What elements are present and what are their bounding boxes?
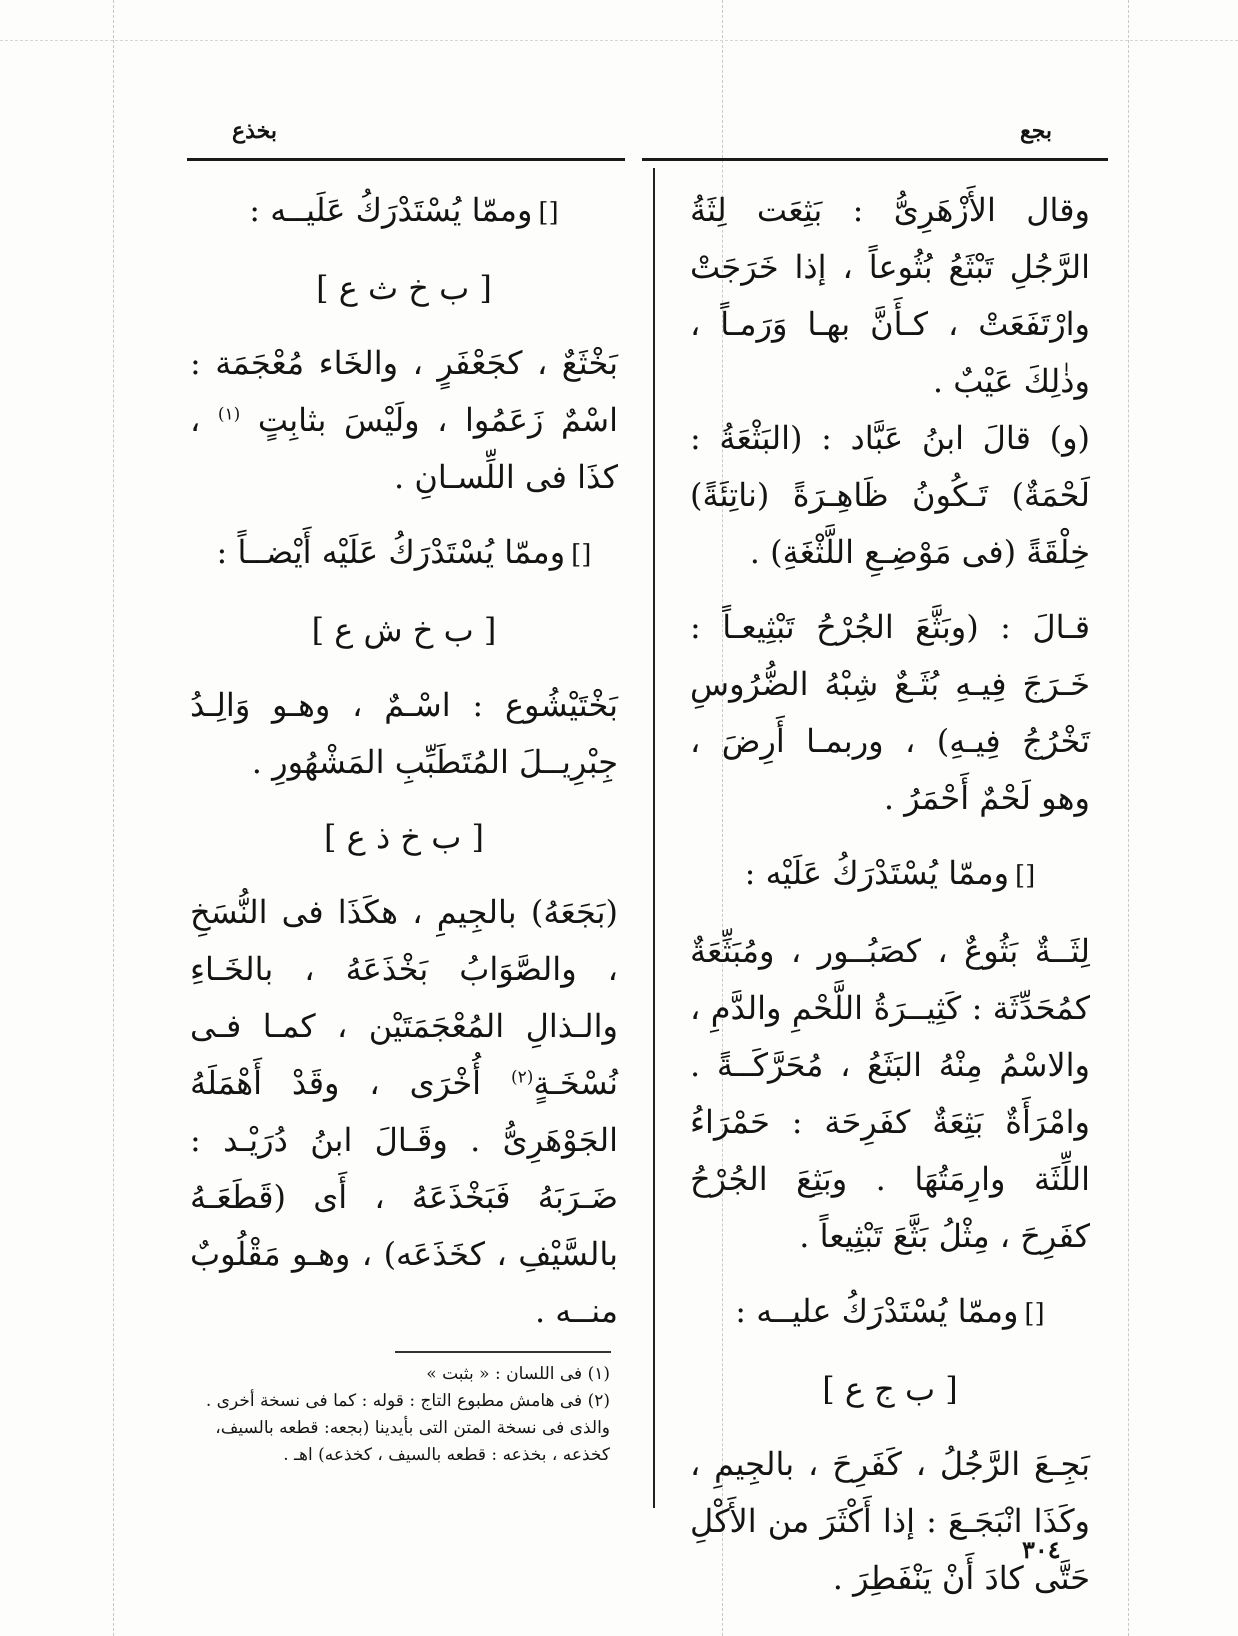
scan-margin-line <box>1128 0 1129 1636</box>
footnote-ref-2: (٢) <box>510 1067 534 1088</box>
paragraph-baththaa: قـالَ : (وبَثَّعَ الجُرْحُ تَبْثِيعـاً : خَـرَجَ فِيـهِ بُثَـعٌ شِبْهُ الضُّرُوسِ تَخْرُجُ فِيـهِ) ، وربمـا أَرِضَ ، وهو لَحْمٌ أَحْمَرُ . <box>690 608 1090 817</box>
page-number: ٣٠٤ <box>1022 1535 1061 1564</box>
paragraph-bakhthaa: بَخْثَعٌ ، كجَعْفَرٍ ، والخَاء مُعْجَمَة : اسْمٌ زَعَمُوا ، ولَيْسَ بثابِتٍ $^{(١)}$ ، كذَا فى اللِّسـانِ . <box>190 344 619 496</box>
column-divider <box>653 168 655 1508</box>
footnotes <box>200 1361 610 1469</box>
paragraph-bajia: بَجِـعَ الرَّجُلُ ، كَفَرِحَ ، بالجِيمِ ، وكَذَا انْبَجَـعَ : إذا أَكْثَرَ من الأَكْلِ حَتَّى كادَ أَنْ يَنْفَطِرَ . <box>690 1445 1090 1597</box>
header-rule-left <box>187 158 625 161</box>
entry-marker: [] <box>1024 1299 1045 1329</box>
left-column <box>190 182 618 1340</box>
footnote-rule <box>395 1351 611 1353</box>
running-head-right: بجع <box>1020 118 1053 144</box>
entry-marker: [] <box>538 198 559 228</box>
mustadrak-heading: []وممّا يُسْتَدْرَكُ عليــه : <box>690 1283 1090 1343</box>
scan-margin-line <box>113 0 114 1636</box>
root-heading-bkhthaa: [ ب خ ث ع ] <box>316 269 492 307</box>
paragraph-lithah: لِثَــةٌ بَثُوعٌ ، كصَبُــور ، ومُبَثِّعَةٌ كمُحَدِّثَة : كَثِيــرَةُ اللَّحْمِ والدَّمِ ، والاسْمُ مِنْهُ البَثَعُ ، مُحَرَّكَــةً . وامْرَأَةٌ بَثِعَةٌ كفَرِحَة : حَمْرَاءُ اللِّثَة وارِمَتُهَا . وبَثِعَ الجُرْحُ كفَرِحَ ، مِثْلُ بَثَّعَ تَبْثِيعاً . <box>690 932 1090 1255</box>
footnote-ref-1: (١) <box>217 404 241 425</box>
right-column <box>690 182 1090 1607</box>
scan-edge-line <box>0 40 1238 41</box>
entry-marker: [] <box>1015 861 1036 891</box>
root-heading-bkhshaa: [ ب خ ش ع ] <box>311 611 497 649</box>
mustadrak-heading: []وممّا يُسْتَدْرَكُ عَلَيــه : <box>190 182 618 242</box>
entry-marker: [] <box>571 540 592 570</box>
running-head-left: بخذع <box>232 118 277 144</box>
header-rule-right <box>642 158 1108 161</box>
paragraph-ibn-abbad: (و) قالَ ابنُ عَبَّاد : (البَثْعَةُ : لَحْمَةٌ) تَـكُونُ ظَاهِـرَةً (ناتِئَةً) خِلْقَةً (فى مَوْضِـعِ اللَّثْغَةِ) . <box>690 419 1090 571</box>
root-heading-bjaa: [ ب ج ع ] <box>822 1370 958 1408</box>
paragraph-azhari: وقال الأَزْهَرِىُّ : بَثِعَت لِثَةُ الرَّجُلِ تَبْثَعُ بُثُوعاً ، إذا خَرَجَتْ وارْتَفَعَتْ ، كـأَنَّ بهـا وَرَمـاً ، وذٰلِكَ عَيْبٌ . <box>690 191 1090 400</box>
root-heading-bkhdhaa: [ ب خ ذ ع ] <box>324 818 484 856</box>
paragraph-bakhdhaa: (بَجَعَهُ) بالجِيمِ ، هكَذَا فى النُّسَخِ ، والصَّوَابُ بَخْذَعَهُ ، بالخَـاءِ والـذالِ المُعْجَمَتَيْن ، كمـا فـى نُسْخَـةٍ$^{(٢)}$ أُخْرَى ، وقَدْ أَهْمَلَهُ الجَوْهَرِىُّ . وقَـالَ ابنُ دُرَيْـد : ضَـرَبَهُ فَبَخْذَعَهُ ، أَى (قَطَعَـهُ بالسَّيْفِ ، كخَذَعَه) ، وهـو مَقْلُوبٌ منــه . <box>190 893 619 1330</box>
mustadrak-heading: []وممّا يُسْتَدْرَكُ عَلَيْه أَيْضــاً : <box>190 524 618 584</box>
mustadrak-heading: []وممّا يُسْتَدْرَكُ عَلَيْه : <box>690 845 1090 905</box>
paragraph-bakhtishu: بَخْتَيْشُوع : اسْـمٌ ، وهـو وَالِـدُ جِبْرِيــلَ المُتَطَبِّبِ المَشْهُورِ . <box>190 686 618 781</box>
footnote-2: (٢) فى هامش مطبوع التاج : قوله : كما فى نسخة أخرى . والذى فى نسخة المتن التى بأيدينا (بجعه: قطعه بالسيف، كخذعه ، بخذعه : قطعه بالسيف ، كخذعه) اهـ . <box>205 1391 610 1465</box>
footnote-1: (١) فى اللسان : « بثبت » <box>426 1364 610 1384</box>
